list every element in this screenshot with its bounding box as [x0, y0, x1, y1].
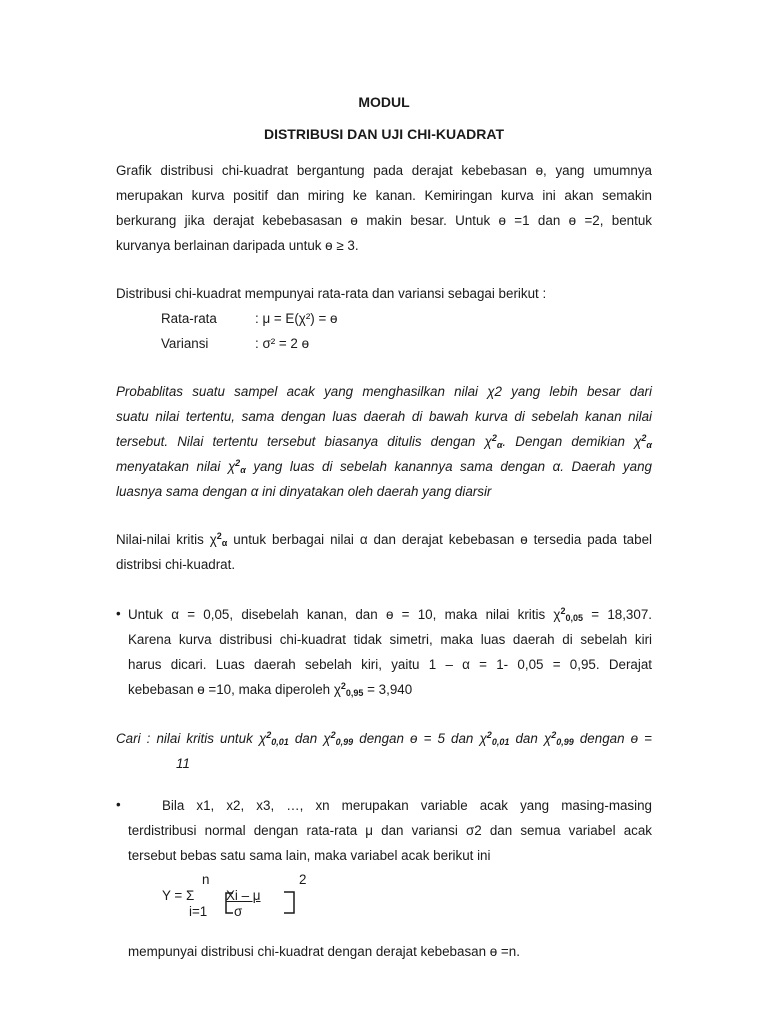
variance-label: Variansi	[161, 336, 209, 351]
critical-line1: Nilai-nilai kritis $\chi^2_\alpha$ untuk berbagai nilai α dan derajat kebebasan ɵ tersedia pada tabel	[116, 531, 652, 548]
formula-numerator: Xi – μ	[226, 888, 261, 903]
formula-lhs: Y = Σ	[162, 888, 195, 903]
bullet-1: •	[116, 606, 121, 621]
italic-line5: luasnya sama dengan α ini dinyatakan oleh daerah yang diarsir	[116, 484, 492, 499]
module-subtitle: DISTRIBUSI DAN UJI CHI-KUADRAT	[263, 126, 505, 142]
mean-label: Rata-rata	[161, 311, 217, 326]
para2-intro: Distribusi chi-kuadrat mempunyai rata-rata dan variansi sebagai berikut :	[116, 286, 547, 301]
para1-line1: Grafik distribusi chi-kuadrat bergantung pada derajat kebebasan ɵ, yang umumnya	[116, 163, 652, 178]
italic-line2: suatu nilai tertentu, sama dengan luas daerah di bawah kurva di sebelah kanan nilai	[116, 409, 652, 424]
para1-line2: merupakan kurva positif dan miring ke kanan. Kemiringan kurva ini akan semakin	[116, 188, 652, 203]
sum-lower-limit: i=1	[189, 904, 208, 919]
italic-line3: tersebut. Nilai tertentu tersebut biasanya ditulis dengan $\chi^2_\alpha$. Dengan demikian $\chi^2_\alpha$	[116, 433, 652, 450]
bullet1-line1: Untuk α = 0,05, disebelah kanan, dan ɵ = 10, maka nilai kritis $\chi^2_{0,05} = 18,307$.	[128, 606, 652, 623]
italic-line4: menyatakan nilai $\chi^2_\alpha$ yang luas di sebelah kanannya sama dengan α. Daerah yang	[116, 458, 652, 475]
mean-formula: : μ = E(χ²) = ɵ	[255, 311, 338, 326]
exercise-line2: 11	[176, 756, 190, 771]
bullet1-line3: harus dicari. Luas daerah sebelah kiri, yaitu 1 – α = 1- 0,05 = 0,95. Derajat	[128, 657, 652, 672]
italic-line1: Probablitas suatu sampel acak yang menghasilkan nilai χ2 yang lebih besar dari	[116, 384, 652, 399]
critical-line2: distribsi chi-kuadrat.	[116, 557, 236, 572]
formula-denominator: σ	[234, 904, 243, 919]
para1-line4: kurvanya berlainan daripada untuk ɵ ≥ 3.	[116, 238, 359, 253]
bullet2-line3: tersebut bebas satu sama lain, maka variabel acak berikut ini	[128, 848, 491, 863]
formula-exponent: 2	[299, 872, 307, 887]
variance-formula: : σ² = 2 ɵ	[255, 336, 310, 351]
bullet2-line2: terdistribusi normal dengan rata-rata μ dan variansi σ2 dan semua variabel acak	[128, 823, 652, 838]
exercise-line1: Cari : nilai kritis untuk $\chi^2_{0,01}$ dan $\chi^2_{0,99}$ dengan ɵ = 5 dan $\chi^2_{0,01}$ dan $\chi^2_{0,99}$ dengan ɵ =	[116, 730, 653, 747]
final-line: mempunyai distribusi chi-kuadrat dengan derajat kebebasan ɵ =n.	[128, 944, 520, 959]
bullet2-line1: Bila x1, x2, x3, …, xn merupakan variable acak yang masing-masing	[162, 798, 652, 813]
bullet1-line2: Karena kurva distribusi chi-kuadrat tidak simetri, maka luas daerah di sebelah kiri	[128, 632, 652, 647]
sum-upper-limit: n	[202, 872, 210, 887]
bullet-2: •	[116, 797, 121, 812]
bullet1-line4: kebebasan ɵ =10, maka diperoleh $\chi^2_{0,95} = 3,940$	[128, 681, 413, 698]
para1-line3: berkurang jika derajat kebebasasan ɵ makin besar. Untuk ɵ =1 dan ɵ =2, bentuk	[116, 213, 652, 228]
module-title: MODUL	[358, 94, 410, 110]
